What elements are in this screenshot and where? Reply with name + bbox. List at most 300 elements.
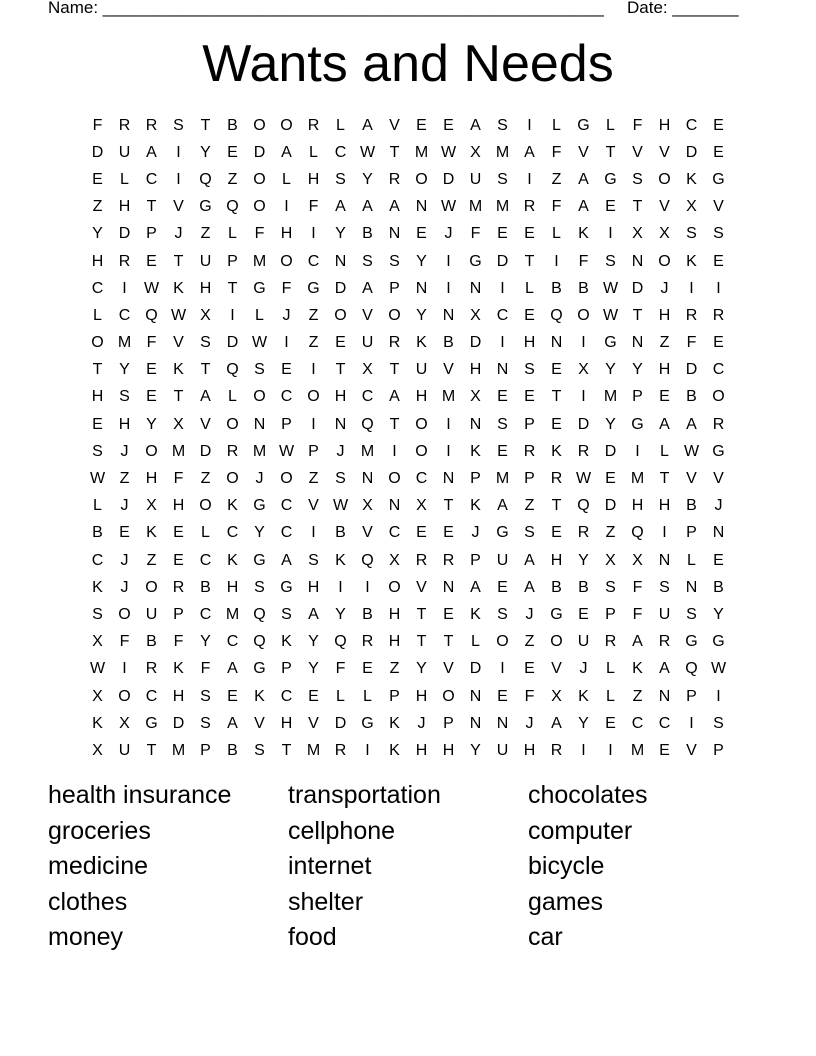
grid-letter: T <box>335 361 346 379</box>
grid-letter: O <box>253 388 266 406</box>
grid-letter: O <box>658 252 671 270</box>
grid-letter: A <box>281 143 292 161</box>
grid-letter: R <box>712 306 725 324</box>
grid-letter: I <box>176 170 181 188</box>
grid-letter: L <box>606 116 615 134</box>
grid-letter: I <box>608 225 613 243</box>
word-list-item: clothes <box>48 887 128 916</box>
grid-letter: E <box>227 143 238 161</box>
grid-letter: W <box>440 198 457 216</box>
grid-letter: S <box>119 388 130 406</box>
grid-letter: H <box>307 578 320 596</box>
grid-letter: B <box>362 225 373 243</box>
grid-letter: Q <box>361 551 374 569</box>
grid-letter: E <box>524 388 535 406</box>
grid-row <box>84 737 732 764</box>
grid-letter: Z <box>389 660 400 678</box>
grid-letter: G <box>712 442 725 460</box>
grid-letter: I <box>311 524 316 542</box>
grid-letter: X <box>470 388 481 406</box>
grid-letter: S <box>254 361 265 379</box>
grid-letter: J <box>579 660 588 678</box>
grid-letter: G <box>469 252 482 270</box>
grid-letter: L <box>93 306 102 324</box>
word-list-item: groceries <box>48 816 151 845</box>
grid-letter: S <box>200 687 211 705</box>
grid-letter: D <box>334 279 347 297</box>
grid-letter: S <box>200 714 211 732</box>
grid-letter: D <box>604 442 617 460</box>
grid-letter: Z <box>119 470 130 488</box>
grid-letter: G <box>307 279 320 297</box>
grid-letter: P <box>686 687 697 705</box>
grid-letter: K <box>470 497 481 515</box>
grid-letter: G <box>631 415 644 433</box>
grid-letter: F <box>551 143 562 161</box>
grid-letter: H <box>172 497 185 515</box>
grid-letter: X <box>605 551 616 569</box>
word-list-item: food <box>288 923 337 952</box>
grid-letter: S <box>92 605 103 623</box>
grid-letter: N <box>469 279 482 297</box>
grid-letter: Y <box>335 225 346 243</box>
grid-letter: C <box>631 714 644 732</box>
grid-letter: K <box>227 497 238 515</box>
grid-letter: S <box>254 578 265 596</box>
grid-letter: E <box>443 605 454 623</box>
grid-letter: D <box>469 660 482 678</box>
grid-letter: Q <box>550 306 563 324</box>
grid-letter: Z <box>92 198 103 216</box>
grid-letter: J <box>714 497 723 515</box>
grid-letter: V <box>578 143 589 161</box>
grid-letter: S <box>335 170 346 188</box>
grid-letter: F <box>92 116 103 134</box>
grid-letter: X <box>200 306 211 324</box>
grid-letter: R <box>577 524 590 542</box>
grid-letter: I <box>176 143 181 161</box>
grid-letter: V <box>659 143 670 161</box>
grid-letter: U <box>496 551 509 569</box>
grid-letter: F <box>551 198 562 216</box>
grid-letter: N <box>658 687 671 705</box>
grid-row <box>84 656 732 683</box>
grid-letter: P <box>227 252 238 270</box>
grid-letter: N <box>658 551 671 569</box>
grid-letter: W <box>683 442 700 460</box>
grid-letter: Z <box>200 470 211 488</box>
grid-letter: T <box>146 741 157 759</box>
grid-letter: E <box>443 116 454 134</box>
grid-letter: W <box>170 306 187 324</box>
grid-letter: Y <box>119 361 130 379</box>
grid-letter: I <box>311 361 316 379</box>
grid-letter: H <box>118 415 131 433</box>
word-list-item: games <box>528 887 604 916</box>
grid-letter: Q <box>199 170 212 188</box>
grid-row <box>84 411 732 438</box>
grid-letter: U <box>496 741 509 759</box>
grid-row <box>84 384 732 411</box>
grid-letter: C <box>226 633 239 651</box>
grid-letter: Y <box>200 143 211 161</box>
grid-letter: G <box>577 116 590 134</box>
grid-letter: S <box>497 415 508 433</box>
grid-letter: K <box>686 252 697 270</box>
grid-letter: S <box>605 252 616 270</box>
grid-letter: H <box>550 551 563 569</box>
grid-row <box>84 683 732 710</box>
grid-letter: E <box>713 252 724 270</box>
grid-letter: I <box>581 741 586 759</box>
grid-letter: I <box>446 415 451 433</box>
grid-letter: P <box>605 605 616 623</box>
grid-letter: H <box>415 388 428 406</box>
grid-letter: S <box>362 252 373 270</box>
grid-letter: I <box>662 524 667 542</box>
grid-letter: K <box>173 660 184 678</box>
grid-row <box>84 629 732 656</box>
grid-letter: I <box>446 279 451 297</box>
grid-letter: N <box>685 578 698 596</box>
grid-letter: V <box>173 334 184 352</box>
grid-letter: G <box>199 198 212 216</box>
grid-letter: C <box>280 687 293 705</box>
grid-letter: N <box>550 334 563 352</box>
grid-letter: T <box>416 605 427 623</box>
grid-letter: C <box>91 279 104 297</box>
grid-letter: O <box>280 116 293 134</box>
grid-letter: F <box>254 225 265 243</box>
grid-letter: P <box>524 415 535 433</box>
grid-letter: Y <box>605 361 616 379</box>
word-list-item: health insurance <box>48 781 232 809</box>
grid-letter: T <box>173 388 184 406</box>
grid-letter: Y <box>92 225 103 243</box>
grid-letter: Q <box>685 660 698 678</box>
grid-letter: N <box>415 198 428 216</box>
grid-letter: U <box>118 741 131 759</box>
grid-letter: Z <box>200 225 211 243</box>
grid-letter: C <box>415 470 428 488</box>
grid-letter: X <box>119 714 130 732</box>
grid-letter: L <box>363 687 372 705</box>
grid-letter: A <box>227 660 238 678</box>
grid-letter: M <box>117 334 132 352</box>
grid-letter: V <box>443 361 454 379</box>
grid-letter: L <box>552 225 561 243</box>
grid-letter: N <box>415 279 428 297</box>
grid-row <box>84 330 732 357</box>
date-field-line[interactable]: Date: _______ <box>627 0 739 17</box>
grid-letter: R <box>361 633 374 651</box>
grid-letter: O <box>199 497 212 515</box>
grid-letter: S <box>524 361 535 379</box>
grid-letter: M <box>252 442 267 460</box>
grid-letter: U <box>199 252 212 270</box>
grid-letter: N <box>253 415 266 433</box>
grid-letter: I <box>500 334 505 352</box>
grid-letter: K <box>146 524 157 542</box>
grid-letter: Y <box>578 714 589 732</box>
grid-letter: P <box>632 388 643 406</box>
grid-letter: U <box>145 605 158 623</box>
grid-letter: V <box>713 470 724 488</box>
grid-letter: V <box>416 578 427 596</box>
grid-letter: K <box>173 279 184 297</box>
grid-letter: Y <box>470 741 481 759</box>
grid-letter: L <box>255 306 264 324</box>
grid-letter: R <box>388 334 401 352</box>
grid-letter: Z <box>632 687 643 705</box>
grid-letter: E <box>416 225 427 243</box>
grid-row <box>84 275 732 302</box>
grid-letter: P <box>524 470 535 488</box>
grid-letter: R <box>172 578 185 596</box>
grid-letter: O <box>145 578 158 596</box>
grid-letter: I <box>365 578 370 596</box>
grid-letter: A <box>470 116 481 134</box>
grid-letter: C <box>280 524 293 542</box>
grid-letter: A <box>578 198 589 216</box>
grid-letter: E <box>92 415 103 433</box>
grid-letter: H <box>415 687 428 705</box>
grid-letter: D <box>118 225 131 243</box>
grid-letter: C <box>658 714 671 732</box>
grid-letter: M <box>630 741 645 759</box>
grid-letter: G <box>604 170 617 188</box>
grid-letter: A <box>389 198 400 216</box>
grid-letter: X <box>470 143 481 161</box>
grid-letter: X <box>659 225 670 243</box>
grid-letter: X <box>578 361 589 379</box>
grid-letter: L <box>471 633 480 651</box>
grid-letter: Y <box>335 605 346 623</box>
grid-letter: S <box>200 334 211 352</box>
grid-letter: N <box>442 306 455 324</box>
grid-letter: B <box>92 524 103 542</box>
grid-letter: S <box>92 442 103 460</box>
grid-letter: W <box>602 279 619 297</box>
grid-letter: V <box>200 415 211 433</box>
grid-letter: H <box>658 116 671 134</box>
grid-letter: G <box>496 524 509 542</box>
grid-letter: S <box>686 225 697 243</box>
grid-letter: K <box>470 605 481 623</box>
grid-letter: B <box>578 279 589 297</box>
grid-letter: E <box>524 660 535 678</box>
grid-letter: O <box>442 687 455 705</box>
grid-letter: X <box>92 741 103 759</box>
grid-letter: L <box>687 551 696 569</box>
grid-letter: E <box>497 578 508 596</box>
grid-letter: P <box>389 279 400 297</box>
grid-letter: K <box>470 442 481 460</box>
word-list-item: bicycle <box>528 852 605 881</box>
grid-letter: I <box>122 279 127 297</box>
grid-letter: N <box>334 252 347 270</box>
grid-letter: L <box>606 687 615 705</box>
grid-letter: A <box>146 143 157 161</box>
grid-letter: I <box>500 279 505 297</box>
grid-letter: V <box>308 714 319 732</box>
grid-letter: P <box>200 741 211 759</box>
word-list-item: transportation <box>288 781 441 809</box>
grid-letter: C <box>118 306 131 324</box>
grid-letter: E <box>146 361 157 379</box>
grid-row <box>84 194 732 221</box>
grid-letter: Z <box>659 334 670 352</box>
grid-row <box>84 493 732 520</box>
grid-letter: T <box>227 279 238 297</box>
grid-letter: M <box>495 470 510 488</box>
grid-letter: M <box>441 388 456 406</box>
grid-letter: N <box>442 578 455 596</box>
grid-letter: A <box>632 633 643 651</box>
grid-letter: Z <box>524 633 535 651</box>
grid-letter: R <box>388 170 401 188</box>
grid-letter: H <box>658 497 671 515</box>
grid-letter: B <box>335 524 346 542</box>
grid-letter: R <box>442 551 455 569</box>
word-list-item: money <box>48 923 124 952</box>
grid-letter: D <box>685 361 698 379</box>
grid-letter: O <box>658 170 671 188</box>
grid-letter: X <box>92 687 103 705</box>
grid-letter: X <box>146 497 157 515</box>
grid-letter: J <box>120 578 129 596</box>
grid-letter: M <box>306 741 321 759</box>
grid-letter: L <box>282 170 291 188</box>
grid-letter: A <box>335 198 346 216</box>
grid-letter: H <box>91 388 104 406</box>
grid-letter: V <box>686 741 697 759</box>
name-field-line[interactable]: Name: _____________________________________________________ <box>48 0 604 17</box>
grid-letter: L <box>120 170 129 188</box>
grid-letter: S <box>173 116 184 134</box>
grid-letter: H <box>442 741 455 759</box>
grid-letter: W <box>440 143 457 161</box>
word-list <box>48 778 768 956</box>
grid-letter: N <box>469 415 482 433</box>
grid-letter: E <box>659 741 670 759</box>
grid-letter: S <box>308 551 319 569</box>
grid-letter: Z <box>146 551 157 569</box>
grid-letter: N <box>388 225 401 243</box>
grid-letter: B <box>551 279 562 297</box>
grid-row <box>84 710 732 737</box>
grid-letter: C <box>199 605 212 623</box>
grid-letter: E <box>416 116 427 134</box>
grid-letter: A <box>497 497 508 515</box>
grid-letter: E <box>119 524 130 542</box>
grid-letter: Q <box>334 633 347 651</box>
grid-letter: W <box>278 442 295 460</box>
grid-letter: S <box>632 170 643 188</box>
grid-letter: O <box>280 470 293 488</box>
grid-letter: F <box>173 470 184 488</box>
grid-letter: R <box>145 116 158 134</box>
grid-letter: P <box>713 741 724 759</box>
grid-letter: R <box>712 415 725 433</box>
grid-letter: G <box>253 660 266 678</box>
grid-letter: U <box>658 605 671 623</box>
grid-letter: T <box>389 415 400 433</box>
grid-letter: B <box>713 578 724 596</box>
grid-letter: O <box>388 306 401 324</box>
grid-letter: H <box>199 279 212 297</box>
grid-letter: G <box>604 334 617 352</box>
grid-letter: P <box>686 524 697 542</box>
grid-letter: A <box>389 388 400 406</box>
grid-letter: V <box>362 306 373 324</box>
grid-letter: D <box>442 170 455 188</box>
grid-letter: D <box>577 415 590 433</box>
word-list-item: computer <box>528 816 633 845</box>
grid-letter: W <box>332 497 349 515</box>
grid-letter: L <box>336 687 345 705</box>
grid-letter: G <box>253 551 266 569</box>
grid-letter: T <box>389 361 400 379</box>
grid-letter: S <box>497 605 508 623</box>
grid-letter: B <box>200 578 211 596</box>
grid-letter: C <box>388 524 401 542</box>
page-title: Wants and Needs <box>202 35 614 93</box>
grid-letter: H <box>307 170 320 188</box>
grid-letter: R <box>415 551 428 569</box>
grid-letter: E <box>416 524 427 542</box>
grid-letter: D <box>253 143 266 161</box>
grid-letter: Y <box>416 252 427 270</box>
grid-letter: M <box>225 605 240 623</box>
grid-letter: O <box>253 170 266 188</box>
grid-letter: A <box>659 660 670 678</box>
grid-letter: H <box>658 306 671 324</box>
grid-letter: V <box>308 497 319 515</box>
grid-letter: A <box>200 388 211 406</box>
grid-letter: A <box>470 578 481 596</box>
grid-row <box>84 139 732 166</box>
grid-letter: K <box>578 225 589 243</box>
grid-letter: F <box>146 334 157 352</box>
grid-letter: E <box>497 687 508 705</box>
grid-letter: N <box>496 714 509 732</box>
grid-letter: D <box>334 714 347 732</box>
grid-letter: W <box>143 279 160 297</box>
grid-letter: E <box>713 143 724 161</box>
grid-letter: E <box>551 415 562 433</box>
grid-letter: T <box>659 470 670 488</box>
grid-letter: H <box>658 361 671 379</box>
grid-letter: K <box>686 170 697 188</box>
grid-letter: V <box>659 198 670 216</box>
grid-letter: H <box>388 633 401 651</box>
grid-letter: S <box>713 225 724 243</box>
grid-letter: E <box>551 524 562 542</box>
grid-letter: N <box>361 470 374 488</box>
grid-letter: K <box>281 633 292 651</box>
grid-letter: Y <box>308 660 319 678</box>
grid-letter: K <box>578 687 589 705</box>
grid-letter: X <box>551 687 562 705</box>
grid-letter: C <box>91 551 104 569</box>
grid-letter: P <box>281 415 292 433</box>
grid-letter: E <box>578 605 589 623</box>
grid-letter: O <box>415 170 428 188</box>
grid-letter: W <box>251 334 268 352</box>
grid-letter: W <box>710 660 727 678</box>
grid-letter: M <box>495 198 510 216</box>
